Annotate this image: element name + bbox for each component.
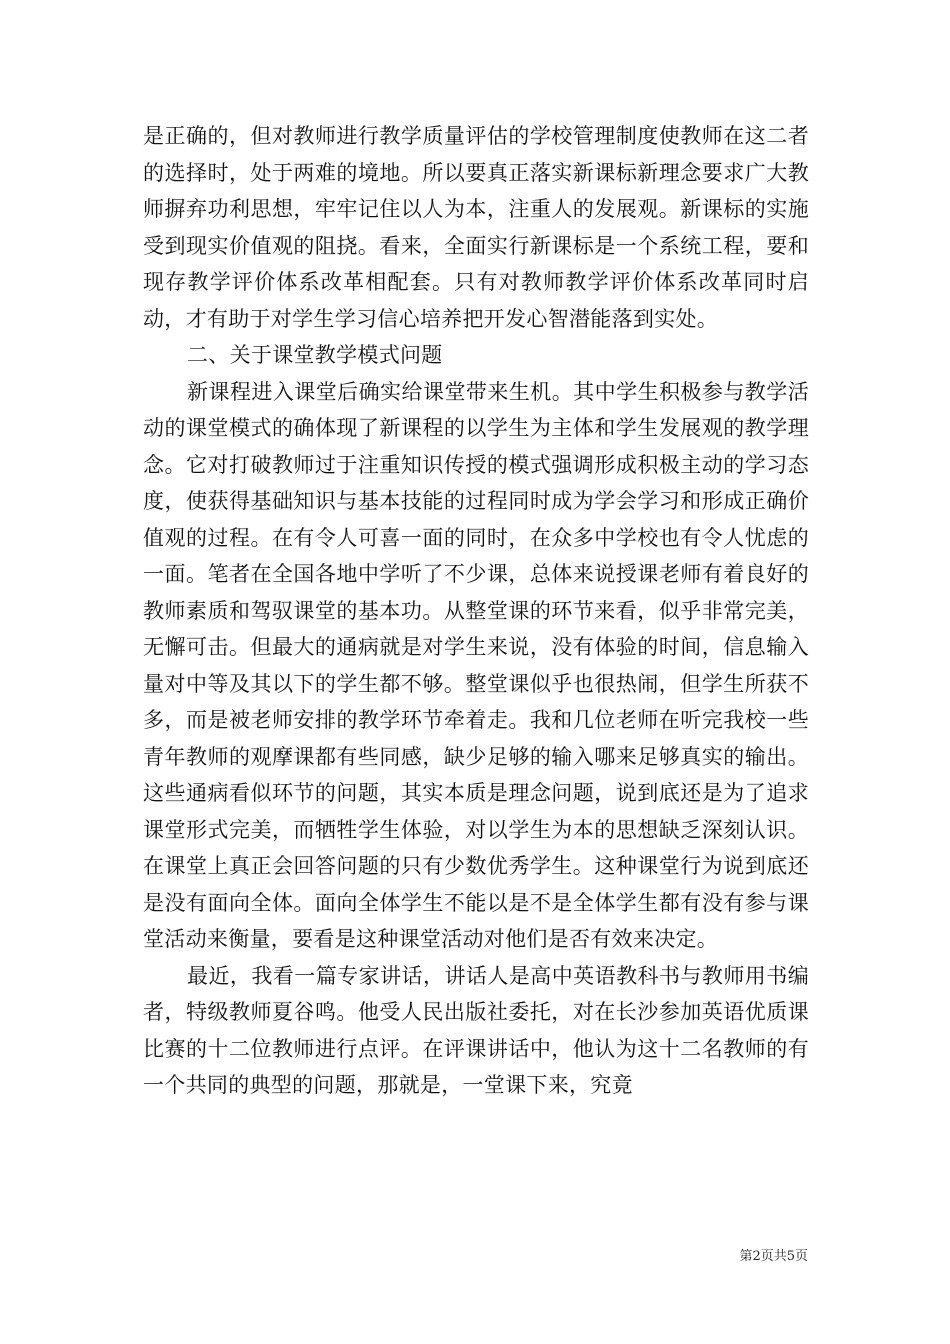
- section-heading: 二、关于课堂教学模式问题: [187, 343, 443, 367]
- paragraph-expert-talk: 最近，我看一篇专家讲话，讲话人是高中英语教科书与教师用书编者，特级教师夏谷鸣。他受人民出版社委托，对在长沙参加英语优质课比赛的十二位教师进行点评。在评课讲话中，他认为这十二名教师的有一个共同的典型的问题，那就是，一堂课下来，究竟: [143, 963, 809, 1097]
- paragraph-continuation: 是正确的，但对教师进行教学质量评估的学校管理制度使教师在这二者的选择时，处于两难的境地。所以要真正落实新课标新理念要求广大教师摒弃功利思想，牢牢记住以人为本，注重人的发展观。新课标的实施受到现实价值观的阻挠。看来，全面实行新课标是一个系统工程，要和现存教学评价体系改革相配套。只有对教师教学评价体系改革同时启动，才有助于对学生学习信心培养把开发心智潜能落到实处。: [143, 124, 809, 331]
- page-number-footer: 第2页共5页: [739, 1249, 808, 1264]
- paragraph-classroom-model: 新课程进入课堂后确实给课堂带来生机。其中学生积极参与教学活动的课堂模式的确体现了新课程的以学生为主体和学生发展观的教学理念。它对打破教师过于注重知识传授的模式强调形成积极主动的学习态度，使获得基础知识与基本技能的过程同时成为学会学习和形成正确价值观的过程。在有令人可喜一面的同时，在众多中学校也有令人忧虑的一面。笔者在全国各地中学听了不少课，总体来说授课老师有着良好的教师素质和驾驭课堂的基本功。从整堂课的环节来看，似乎非常完美，无懈可击。但最大的通病就是对学生来说，没有体验的时间，信息输入量对中等及其以下的学生都不够。整堂课似乎也很热闹，但学生所获不多，而是被老师安排的教学环节牵着走。我和几位老师在听完我校一些青年教师的观摩课都有些同感，缺少足够的输入哪来足够真实的输出。这些通病看似环节的问题，其实本质是理念问题，说到底还是为了追求课堂形式完美，而牺牲学生体验，对以学生为本的思想缺乏深刻认识。在课堂上真正会回答问题的只有少数优秀学生。这种课堂行为说到底还是没有面向全体。面向全体学生不能以是不是全体学生都有没有参与课堂活动来衡量，要看是这种课堂活动对他们是否有效来决定。: [143, 379, 809, 951]
- document-body: [143, 118, 809, 1104]
